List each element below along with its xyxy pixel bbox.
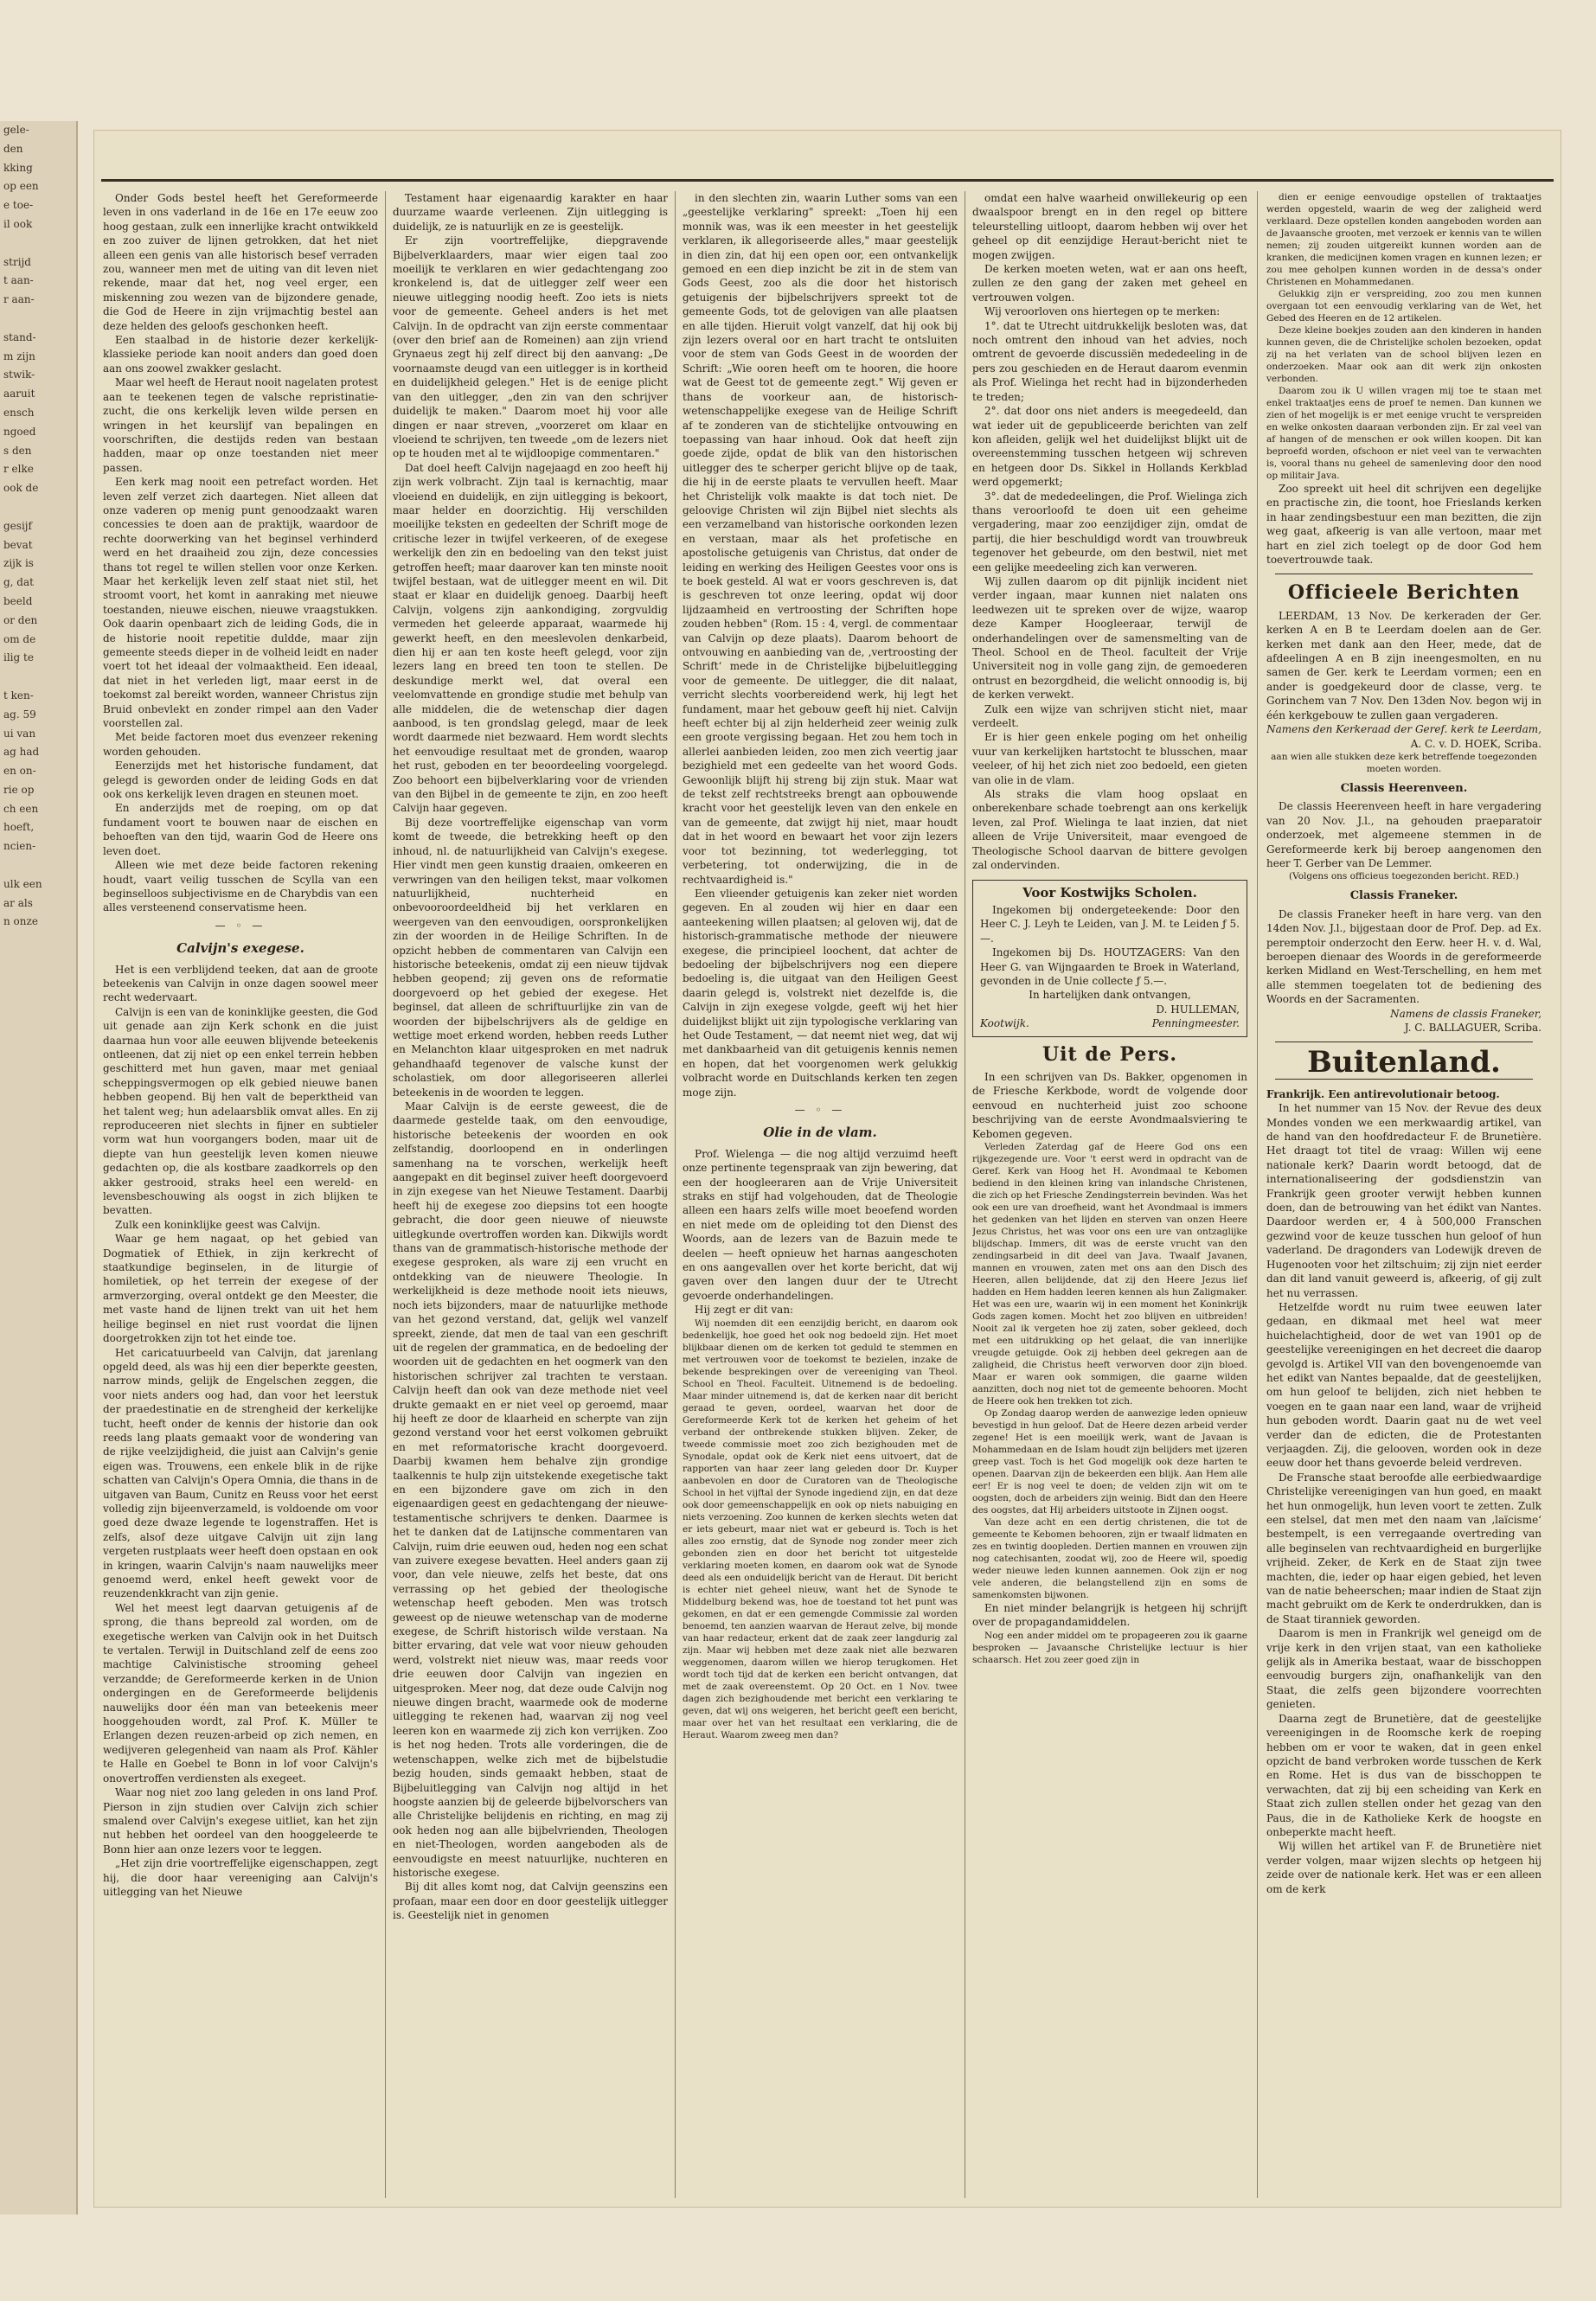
- paragraph: Testament haar eigenaardig karakter en haar duurzame waarde verleenen. Zijn uitlegging is duidelijk, ze is natuurlijk en ze is geestelijk.: [393, 192, 668, 233]
- previous-page-line: om de: [3, 632, 36, 645]
- paragraph: Een kerk mag nooit een petrefact worden. Het leven zelf verzet zich daartegen. Niet alleen dat onze vaderen op menig punt genoodzaakt waren concessies te doen aan de praktijk, waardoor de rechte doorwerking van het beginsel verhinderd werd en het draaiheid zou zijn, deze concessies thans tot regel te willen stellen voor onze Kerken. Maar het kerkelijk leven zelf staat niet stil, het stroomt voort, het komt in aanraking met nieuwe toestanden, nieuwe eischen, nieuwe vraagstukken. Ook daarin openbaart zich de leiding Gods, die in de historie nooit repetitie duldde, maar zijn gemeente steeds dieper in de volheid leidt en nader voert tot het ideaal der volmaaktheid. Een ideaal, dat niet in het verleden ligt, maar eerst in de toekomst zal bereikt worden, wanneer Christus zijn Bruid onbevlekt en zonder rimpel aan den Vader voorstellen zal.: [103, 476, 378, 730]
- previous-page-line: hoeft,: [3, 821, 35, 834]
- previous-page-line: [0, 310, 76, 329]
- signature-place: Kootwijk.: [980, 1017, 1029, 1030]
- column-separator: [385, 191, 386, 2198]
- paragraph: omdat een halve waarheid onwillekeurig op een dwaalspoor brengt en in den regel op bittere teleurstelling uitloopt, daarom hebben wij over het geheel op dit eenzijdige Heraut-bericht niet te mogen zwijgen.: [972, 192, 1247, 261]
- previous-page-line: r elke: [3, 463, 34, 476]
- quoted-passage: Wij noemden dit een eenzijdig bericht, en daarom ook bedenkelijk, hoe goed het ook nog bedoeld zijn. Het moet blijkbaar dienen om de kerken tot geduld te stemmen en met vertrouwen voor de toekomst te bezielen, inzake de bekende besprekingen over de vereeniging van Theol. School en Theol. Faculteit. Uitnemend is de bedoeling. Maar minder uitnemend is, dat de kerken naar dit bericht geraad te geven, oordeel, waarvan het door de Gereformeerde Kerk tot de kerken het geheim of het verband der ontbrekende stukken blijven. Zeker, de tweede commissie moet zoo zich bezighouden met de Synodale, opdat ook de Kerk niet eens uitvoert, dat de rapporten van haar zeer lang geleden door Dr. Kuyper aanbevolen en door de Curatoren van de Theologische School in het vijftal der Synode ingediend zijn, en dat deze ook door gemeenschappelijk en ook op niets nabuiging en niets verzoening. Zoo kunnen de kerken slechts weten dat er iets gebeurt, maar niet wat er gebeurd is. Toch is het alles zoo ernstig, dat de Synode nog zonder meer zich gebonden zien en door het bericht tot uitgestelde verklaring moeten komen, en daarom ook wat de Synode deed als een onduidelijk bericht van de Heraut. Dit bericht is echter niet geheel nieuw, want het de Synode te Middelburg bekend was, hoe de toestand tot het punt was gekomen, en dat er een gemengde Commissie zal worden benoemd, ten aanzien waarvan de Heraut zelve, bij monde van haar redacteur, erkent dat de zaak zeer langdurig zal zijn. Maar wij hebben met deze zaak niet alle bezwaren weggenomen, daarom willen we hierop terugkomen. Het wordt toch tijd dat de kerken een bericht ontvangen, dat met de zaak overeenstemt. Op 20 Oct. en 1 Nov. twee dagen zich bezighoudende met bericht een verklaring te geven, dat wij ons weigeren, het bericht geeft een bericht, maar over het van het resultaat een verklaring, die de Heraut. Waarom zweeg men dan?: [683, 1317, 958, 1740]
- previous-page-line: ch een: [3, 802, 39, 815]
- previous-page-line: ngoed: [3, 425, 36, 438]
- paragraph: Wij willen het artikel van F. de Brunetière niet verder volgen, maar wijzen slechts op hetgeen hij zeide over de nationale kerk. Het was er een alleen om de kerk: [1266, 1840, 1542, 1895]
- previous-page-line: [0, 668, 76, 687]
- paragraph: Eenerzijds met het historische fundament, dat gelegd is geworden onder de leiding Gods en dat ook ons kerkelijk leven dragen en steunen moet.: [103, 760, 378, 801]
- subheading: Classis Heerenveen.: [1340, 781, 1468, 795]
- previous-page-line: t ken-: [3, 689, 34, 702]
- paragraph: Van deze acht en een dertig christenen, die tot de gemeente te Kebomen behooren, zijn er twaalf lidmaten en zes en twintig doopleden. Dertien mannen en vrouwen zijn nog catechisanten, zoodat wij, zoo de Heere wil, spoedig weder nieuwe leden kunnen aannemen. Ook zijn er nog vele anderen, die belangstellend zijn en soms de samenkomsten bijwonen.: [972, 1517, 1247, 1600]
- column-5: [1266, 191, 1542, 2198]
- paragraph: Ingekomen bij Ds. HOUTZAGERS: Van den Heer G. van Wijngaarden te Broek in Waterland, gevonden in de Unie collecte ƒ 5.—.: [980, 946, 1240, 987]
- signature: J. C. BALLAGUER, Scriba.: [1404, 1022, 1542, 1034]
- newspaper-page: [93, 130, 1561, 2208]
- paragraph: Verleden Zaterdag gaf de Heere God ons een rijkgezegende ure. Voor 't eerst werd in opdracht van de Geref. Kerk van Hoog het H. Avondmaal te Kebomen bediend in den kleinen kring van inlandsche Christenen, die zich op het Friesche Zendingsterrein bevinden. Was het ook een ure van droefheid, want het Avondmaal is immers het gedenken van het lijden en sterven van onzen Heere Jezus Christus, het was voor ons een ure van ontzaglijke blijdschap. Immers, dit was de eerste vrucht van den zendingsarbeid in dit deel van Java. Twaalf Javanen, mannen en vrouwen, zaten met ons aan den Disch des Heeren, allen belijdende, dat zij den Heere Jezus lief hadden en Hem hadden leeren kennen als hun Zaligmaker. Het was een ure, waarin wij in een moment het Koninkrijk Gods zagen komen. Mocht het zoo blijven en uitbreiden! Nooit zal ik vergeten hoe zij zaten, sober gekleed, doch met een uitdrukking op het gelaat, die van innerlijke vreugde getuigde. Ook zij hebben deel gekregen aan de zaligheid, die Christus heeft verworven door zijn bloed. Maar er waren ook sommigen, die gaarne wilden aanzitten, doch nog niet tot de gemeente behooren. Mocht de Heere ook hen trekken tot zich.: [972, 1142, 1247, 1407]
- column-4: [972, 191, 1247, 2198]
- subheading: Classis Franeker.: [1349, 889, 1458, 903]
- previous-page-line: [0, 856, 76, 875]
- previous-page-line: [0, 498, 76, 517]
- signature: D. HULLEMAN,: [1156, 1003, 1240, 1016]
- section-divider: — ◦ —: [794, 1104, 846, 1116]
- paragraph: Dat doel heeft Calvijn nagejaagd en zoo heeft hij zijn werk volbracht. Zijn taal is kernachtig, maar vloeiend en duidelijk, en zijn uitlegging is bekoort, maar helder en doorzichtig. Hij verschilden moeilijke teksten en gedeelten der Schrift moge de critische lezer in twijfel verkeeren, of de exegese werkelijk den zin en bedoeling van den tekst juist getroffen heeft; maar daarover kan ten minste nooit twijfel bestaan, wat de uitlegger meent en wil. Dit staat er klaar en duidelijk genoeg. Daarbij heeft Calvijn, volgens zijn aankondiging, zorgvuldig vermeden het geleerde apparaat, waarmede hij gewerkt heeft, en den meeslevolen denkarbeid, dien hij er aan ten koste heeft gelegd, voor zijn lezers lang en breed ten toon te stellen. De deskundige merkt wel, dat overal een veelomvattende en grondige studie met behulp van alle middelen, die de wetenschap dier dagen aanbood, is ten grondslag gelegd, maar de leek wordt daarmede niet bezwaard. Hem wordt slechts het eenvoudige resultaat met de gronden, waarop het rust, geboden en ter beoordeeling voorgelegd. Zoo behoort een bijbelverklaring voor de vrienden van den Bijbel in de gemeente te zijn, en zoo heeft Calvijn haar gegeven.: [393, 461, 668, 815]
- paragraph: In hartelijken dank ontvangen,: [1029, 989, 1191, 1002]
- section-divider: — ◦ —: [215, 919, 266, 932]
- paragraph: dien er eenige eenvoudige opstellen of traktaatjes werden opgesteld, waarin de weg der zaligheid werd verklaard. Deze opstellen konden aangeboden worden aan de Javaansche grooten, met verzoek er kennis van te willen nemen; zij zouden uitgereikt kunnen worden aan de kranken, die medicijnen komen vragen en kunnen lezen; er zou mee geholpen kunnen worden in de dessa's onder Christenen en Mohammedanen.: [1266, 192, 1542, 287]
- previous-page-line: aaruit: [3, 388, 35, 401]
- paragraph: Waar nog niet zoo lang geleden in ons land Prof. Pierson in zijn studien over Calvijn zich schier smalend over Calvijn's exegese uitliet, kan het zijn nut hebben het oordeel van den hooggeleerde te Bonn hier aan onze lezers voor te leggen.: [103, 1786, 378, 1856]
- column-1: [103, 191, 378, 2198]
- columns: [103, 191, 1552, 2198]
- previous-page-edge: [0, 121, 78, 2214]
- previous-page-line: strijd: [3, 255, 31, 268]
- paragraph: Bij dit alles komt nog, dat Calvijn geenszins een profaan, maar een door en door geestelijk uitlegger is. Geestelijk niet in genomen: [393, 1881, 668, 1922]
- paragraph: Wij veroorloven ons hiertegen op te merken:: [984, 305, 1221, 318]
- top-rule: [101, 179, 1554, 182]
- paragraph: Er zijn voortreffelijke, diepgravende Bijbelverklaarders, maar wier eigen taal zoo moeilijk te verklaren en wier gedachtengang zoo kronkelend is, dat de uitlegger zelf weer een nieuwe uitlegging noodig heeft. Zoo iets is niets voor de gemeente. Geheel anders is het met Calvijn. In de opdracht van zijn eerste commentaar (over den brief aan de Romeinen) aan zijn vriend Grynaeus zegt hij zelf direct bij den aanvang: „De voornaamste deugd van een uitlegger is in kortheid en duidelijkheid gelegen." Het is de eenige plicht van den uitlegger, „den zin van den schrijver duidelijk te maken." Daarom moet hij voor alle dingen er naar streven, „voorzeret om klaar en vloeiend te schrijven, ten tweede „om de lezers niet op te houden met al te wijdloopige commentaren.": [393, 234, 668, 460]
- paragraph: Daarna zegt de Brunetière, dat de geestelijke vereenigingen in de Roomsche kerk de roeping hebben om er voor te waken, dat in geen enkel opzicht de band verbroken worde tusschen de Kerk en Rome. Het is dus van de bisschoppen te verwachten, dat zij bij een scheiding van Kerk en Staat zich zullen stellen onder het gezag van den Paus, die in de Katholieke Kerk de hoogste en onbeperkte macht heeft.: [1266, 1712, 1542, 1838]
- paragraph: Met beide factoren moet dus evenzeer rekening worden gehouden.: [103, 731, 378, 758]
- previous-page-line: [0, 234, 76, 253]
- column-3: [683, 191, 958, 2198]
- paragraph: Deze kleine boekjes zouden aan den kinderen in handen kunnen geven, die de Christelijke scholen bezoeken, opdat zij na het verlaten van de school blijven lezen en onderzoeken. Maar ook aan dit werk zijn onkosten verbonden.: [1266, 325, 1542, 384]
- paragraph: Zoo spreekt uit heel dit schrijven een degelijke en practische zin, die toont, hoe Frieslands kerken in haar zendingsbestuur een man bezitten, die zijn weg gaat, afkeerig is van alle vertoon, maar met hart en ziel zich toelegt op de door God hem toevertrouwde taak.: [1266, 483, 1542, 567]
- previous-page-line: m zijn: [3, 349, 35, 362]
- previous-page-line: ensch: [3, 406, 35, 419]
- paragraph: LEERDAM, 13 Nov. De kerkeraden der Ger. kerken A en B te Leerdam doelen aan de Ger. kerken met dank aan den Heer, mede, dat de afdeelingen A en B zijn ineengesmolten, en nu samen de Ger. kerk te Leerdam vormen; een en ander is goedgekeurd door de classe, verg. te Gorinchem van 7 Nov. Den 13den Nov. begon wij in één kerkgebouw te zullen gaan vergaderen.: [1266, 609, 1542, 721]
- article-heading: Frankrijk. Een antirevolutionair betoog.: [1266, 1087, 1500, 1100]
- paragraph: Nog een ander middel om te propageeren zou ik gaarne besproken — Javaansche Christelijke lectuur is hier schaarsch. Het zou zeer goed zijn in: [972, 1630, 1247, 1665]
- previous-page-line: s den: [3, 444, 32, 457]
- previous-page-line: t aan-: [3, 274, 34, 287]
- previous-page-line: ar als: [3, 896, 33, 909]
- paragraph: Zulk een koninklijke geest was Calvijn.: [115, 1218, 321, 1231]
- previous-page-fragments: [0, 121, 76, 932]
- previous-page-line: op een: [3, 180, 39, 193]
- paragraph: In een schrijven van Ds. Bakker, opgenomen in de Friesche Kerkbode, wordt de volgende door eenvoud en nuchterheid juist zoo schoone beschrijving van de eerste Avondmaalsviering te Kebomen gegeven.: [972, 1070, 1247, 1140]
- section-rule: [1275, 574, 1533, 575]
- paragraph: Gelukkig zijn er verspreiding, zoo zou men kunnen overgaan tot een eenvoudig verklaring van de Wet, het Gebed des Heeren en de 12 artikelen.: [1266, 289, 1542, 324]
- previous-page-line: stwik-: [3, 369, 35, 381]
- paragraph: En niet minder belangrijk is hetgeen hij schrijft over de propagandamiddelen.: [972, 1602, 1247, 1629]
- paragraph: Een staalbad in de historie dezer kerkelijk-klassieke periode kan nooit anders dan goed doen aan ons zoowel zwakker geslacht.: [103, 334, 378, 375]
- paragraph: De classis Franeker heeft in hare verg. van den 14den Nov. J.l., bijgestaan door de Prof. Dep. ad Ex. peremptoir onderzocht den Eerw. heer H. v. d. Wal, beroepen dienaar des Woords in de gereformeerde kerken Midland en West-Terschelling, en hem met alle stemmen toegelaten tot de bediening des Woords en der Sacramenten.: [1266, 907, 1542, 1006]
- previous-page-line: rie op: [3, 783, 35, 796]
- previous-page-line: ulk een: [3, 877, 42, 890]
- previous-page-line: ilig te: [3, 651, 34, 664]
- donations-box: [972, 880, 1247, 1037]
- previous-page-line: den: [3, 142, 23, 155]
- previous-page-line: ook de: [3, 482, 39, 495]
- paragraph: Daarom is men in Frankrijk wel geneigd om de vrije kerk in den vrijen staat, van een katholieke gelijk als in Amerika bestaat, waar de bisschoppen eenvoudig burgers zijn, onafhankelijk van den Staat, die zelfs geen bijzondere voorrechten genieten.: [1266, 1627, 1542, 1711]
- previous-page-line: en on-: [3, 765, 36, 778]
- signature: A. C. v. D. HOEK, Scriba.: [1410, 737, 1542, 750]
- previous-page-line: gele-: [3, 124, 29, 136]
- paragraph: Bij deze voortreffelijke eigenschap van vorm komt de tweede, die betrekking heeft op den inhoud, nl. de natuurlijkheid van Calvijn's exegese. Hier vindt men geen kunstig draaien, omkeeren en verwringen van den heiligen tekst, maar volkomen natuurlijkheid, nuchterheid en onbevooroordeeldheid bij het verklaren en weergeven van den eenvoudigen, oorspronkelijken zin der woorden in de Heilige Schriften. In de opzicht hebben de commentaren van Calvijn een historische beteekenis, omdat zij een nieuw tijdvak hebben geopend; zij geven ons de reformatie doorgevoerd op het gebied der exegese. Het beginsel, dat alleen de schriftuurlijke zin van de woorden der bijbelschrijvers als de geldige en wettige moet erkend worden, hebben reeds Luther en Melanchton klaar uitgesproken en met nadruk gehandhaafd tegenover de valsche kunst der scholastiek, om door allegoriseeren allerlei beteekenis in de woorden te leggen.: [393, 816, 668, 1099]
- previous-page-line: ncien-: [3, 840, 36, 853]
- paragraph: Het caricatuurbeeld van Calvijn, dat jarenlang opgeld deed, als was hij een dier beperkte geesten, narrow minds, gelijk de Engelschen zeggen, die voor niets anders oog had, dan voor het leerstuk der praedestinatie en de strengheid der kerkelijke tucht, heeft onder de kennis der historie dan ook reeds lang plaats gemaakt voor de wondering van de rijke veelzijdigheid, die juist aan Calvijn's genie eigen was. Trouwens, een enkele blik in de rijke schatten van Calvijn's Opera Omnia, die thans in de uitgaven van Baum, Cunitz en Reuss voor het eerst volledig zijn bijeenverzameld, is voldoende om voor goed deze dwaze legende te logenstraffen. Het is zelfs, alsof deze uitgave Calvijn uit zijn lang vergeten rustplaats weer heeft doen opstaan en ook in kringen, waarin Calvijn's naam nauwelijks meer genoemd werd, enkel heeft gewekt voor de reuzendenkkracht van zijn genie.: [103, 1346, 378, 1600]
- previous-page-line: n onze: [3, 915, 38, 928]
- column-separator: [675, 191, 676, 2198]
- paragraph: Onder Gods bestel heeft het Gereformeerde leven in ons vaderland in de 16e en 17e eeuw zoo hoog gestaan, zulk een innerlijke kracht ontwikkeld en zoo zuiver de lijnen getrokken, dat het niet alleen een genis van alle historisch besef verraden zou, wanneer men met de uiting van dit leven niet rekende, maar dat het, nog veel erger, een miskenning zou wezen van de bijzondere genade, die God de Heere in zijn vrijmachtig bestel aan deze helden des geloofs geschonken heeft.: [103, 192, 378, 332]
- note: (Volgens ons officieus toegezonden bericht. RED.): [1289, 871, 1519, 882]
- article-heading: Olie in de vlam.: [763, 1125, 877, 1141]
- previous-page-line: r aan-: [3, 293, 35, 306]
- paragraph: Waar ge hem nagaat, op het gebied van Dogmatiek of Ethiek, in zijn kerkrecht of staatkundige beginselen, in de liturgie of homiletiek, op het terrein der exegese of der armverzorging, overal ontdekt ge den Meester, die met vaste hand de lijnen trekt van uit het hem heilige beginsel en niet rust voordat die lijnen doorgetrokken zijn tot het einde toe.: [103, 1233, 378, 1345]
- paragraph: Calvijn is een van de koninklijke geesten, die God uit genade aan zijn Kerk schonk en die juist daarnaa hun voor alle eeuwen blijvende beteekenis ontleenen, dat zij niet op een enkel terrein hebben geschitterd met hun gaven, maar met geniaal scheppingsvermogen op elk gebied nieuwe banen hebben geopend. Bij hen valt de beperktheid van het talent weg; hun adelaarsblik omvat alles. En zij reproduceeren niet slechts in fijner en subtieler vorm wat hun voorgangers boden, maar uit de diepte van hun geestelijk leven komen nieuwe gedachten op, die als kostbare zaadkorrels op den akker gestrooid, straks heel een wereld- en levensbeschouwing als oogst in zich blijken te bevatten.: [103, 1005, 378, 1217]
- paragraph: 2°. dat door ons niet anders is meegedeeld, dan wat ieder uit de gepubliceerde berichten van zelf kon afleiden, gelijk wel het duidelijkst blijkt uit de overeenstemming tusschen hetgeen wij schreven en hetgeen door Ds. Sikkel in Hollands Kerkblad werd opgemerkt;: [972, 405, 1247, 489]
- paragraph: Er is hier geen enkele poging om het onheilig vuur van kerkelijken hartstocht te blusschen, maar veeleer, of hij het zich niet zoo bedoeld, een gieten van olie in de vlam.: [972, 731, 1247, 786]
- paragraph: in den slechten zin, waarin Luther soms van een „geestelijke verklaring" spreekt: „Toen hij een monnik was, was ik een meester in het geestelijk verklaren, ik allegoriseerde alles," maar geestelijk in dien zin, dat hij een open oor, een ontvankelijk gemoed en een diep inzicht be zit in de stem van Gods Geest, zoo als die door het historisch getuigenis der bijbelschrijvers spreekt tot de gemeente Gods, tot de gelovigen van alle plaatsen en alle tijden. Hieruit volgt vanzelf, dat hij ook bij zijn lezers overal oor en hart tracht te ontsluiten voor de stem van Gods Geest in de woorden der Schrift: „Wie ooren heeft om te hooren, die hoore wat de Geest tot de gemeente zegt." Wij geven er thans de voorkeur aan, de historisch-wetenschappelijke exegese van de Heilige Schrift af te zonderen van de stichtelijke ontvouwing en toepassing van haar inhoud. Ook dat heeft zijn goede zijde, opdat de blik van den historischen uitlegger des te scherper gericht blijve op de taak, die hij in de eerste plaats te vervullen heeft. Maar het Christelijk volk maakte is dat toch niet. De geloovige Christen wil zijn Bijbel niet slechts als een verzamelband van historische oorkonden lezen en verstaan, maar als het profetische en apostolische getuigenis van Christus, dat onder de leiding en werking des Heiligen Geestes voor ons is te boek gesteld. Al wat er voors geschreven is, dat is geschreven tot onze leering, opdat wij door lijdzaamheid en vertroosting der Schriften hope zouden hebben" (Rom. 15 : 4, vergl. de commentaar van Calvijn op deze plaats). Daarom behoort de ontvouwing en aanbieding van de, ‚vertroosting der Schrift‘ mede in de Christelijke bijbeluitlegging voor de gemeente. De uitlegger, die dit nalaat, verricht slechts voorbereidend werk, hij legt het fundament, maar het gebouw geeft hij niet. Calvijn heeft echter bij al zijn helderheid zeer weinig zulk een groote vergissing begaan. Het zou hem toch in allerlei aanbieden leiden, zoo men zich veertig jaar bezighield met een gedeelte van het woord Gods. Gewoonlijk blijft hij streng bij zijn stuk. Maar wat de tekst zelf rechtstreeks brengt aan opbouwende kracht voor het geestelijk leven van den enkele en van de gemeente, dat zwijgt hij niet, maar houdt dat in het woord en bewaart het voor zijn lezers voor tot bezinning, tot wederlegging, tot verbetering, tot onderwijzing, die in de rechtvaardigheid is.": [683, 192, 958, 886]
- paragraph: Het is een verblijdend teeken, dat aan de groote beteekenis van Calvijn in onze dagen soowel meer recht wedervaart.: [103, 963, 378, 1004]
- paragraph: Prof. Wielenga — die nog altijd verzuimd heeft onze pertinente tegenspraak van zijn bewering, dat een der hoogleeraren aan de Vrije Universiteit straks en stijf had volgehouden, dat de Theologie alleen een haars zelfs wille moet beoefend worden en niet mede om de opleiding tot den Dienst des Woords, aan de lezers van de Bazuin mede te deelen — heeft opnieuw het harnas aangeschoten en ons aangevallen over het korte bericht, dat wij gaven over den langen duur der te Utrecht gevoerde onderhandelingen.: [683, 1147, 958, 1302]
- paragraph: „Het zijn drie voortreffelijke eigenschappen, zegt hij, die door haar vereeniging aan Calvijn's uitlegging van het Nieuwe: [103, 1857, 378, 1898]
- previous-page-line: gesijf: [3, 519, 32, 532]
- paragraph: 1°. dat te Utrecht uitdrukkelijk besloten was, dat noch omtrent den inhoud van het advies, noch omtrent de gevoerde discussiën mededeeling in de pers zou geschieden en de Heraut daarom evenmin als Prof. Wielinga het recht had in bijzonderheden te treden;: [972, 319, 1247, 403]
- previous-page-line: e toe-: [3, 199, 34, 212]
- previous-page-line: kking: [3, 161, 33, 174]
- paragraph: Hetzelfde wordt nu ruim twee eeuwen later gedaan, en dikmaal met heel wat meer huichelachtigheid, door de wet van 1901 op de geestelijke vereenigingen en het decreet die daarop gevolgd is. Artikel VII van den bovengenoemde van het edikt van Nantes bepaalde, dat de geestelijken, om hun geloof te belijden, zich niet hebben te voegen en te gaan naar een land, waar de vrijheid hun geboden wordt. Daarin gaat nu de wet veel verder dan de edicten, die de Protestanten verjaagden. Zij, die gelooven, worden ook in deze eeuw door het thans gevoerde beleid verdreven.: [1266, 1300, 1542, 1470]
- paragraph: En anderzijds met de roeping, om op dat fundament voort te bouwen naar de eischen en behoeften van den tijd, waarin God de Heere ons leven doet.: [103, 802, 378, 857]
- previous-page-line: ui van: [3, 727, 36, 740]
- section-heading: Officieele Berichten: [1287, 581, 1521, 605]
- article-heading: Calvijn's exegese.: [176, 940, 304, 957]
- signature: Namens de classis Franeker,: [1390, 1007, 1542, 1020]
- paragraph: 3°. dat de mededeelingen, die Prof. Wielinga zich thans veroorloofd te doen uit een geheime vergadering, maar zoo eenzijdiger zijn, omdat de partij, die hier beschuldigd wordt van trouwbreuk tegenover het gebeurde, om den bestwil, niet met een gelijke meedeeling zich kan verweren.: [972, 490, 1247, 574]
- paragraph: Als straks die vlam hoog opslaat en onberekenbare schade toebrengt aan ons kerkelijk leven, zal Prof. Wielinga te laat inzien, dat niet alleen de Vrije Universiteit, maar evengoed de Theologische School daarvan de bittere gevolgen zal ondervinden.: [972, 788, 1247, 872]
- paragraph: Wij zullen daarom op dit pijnlijk incident niet verder ingaan, maar kunnen niet nalaten ons leedwezen uit te spreken over de wijze, waarop deze Kamper Hoogleeraar, terwijl de onderhandelingen over de samensmelting van de Theol. School en de Theol. faculteit der Vrije Universiteit nog in volle gang zijn, de gemoederen ontrust en bezorgdheid, die welicht onnoodig is, bij de kerken verwekt.: [972, 574, 1247, 702]
- paragraph: Zulk een wijze van schrijven sticht niet, maar verdeelt.: [972, 702, 1247, 730]
- previous-page-line: ag. 59: [3, 708, 36, 721]
- section-rule: [1275, 1042, 1533, 1043]
- previous-page-line: il ook: [3, 217, 33, 230]
- previous-page-line: ag had: [3, 746, 40, 759]
- column-separator: [1257, 191, 1258, 2198]
- section-heading: Buitenland.: [1307, 1045, 1501, 1080]
- paragraph: Hij zegt er dit van:: [695, 1304, 794, 1317]
- paragraph: Een vlieender getuigenis kan zeker niet worden gegeven. En al zouden wij hier en daar een aanteekening willen plaatsen; al geloven wij, dat de historisch-grammatische methode der nieuwere exegese, die principieel loochent, dat achter de bedoeling der bijbelschrijvers nog een diepere bedoeling is, die uitgaat van den Heiligen Geest daarin gelegd is, volstrekt niet dezelfde is, die Calvijn in zijn exegese volgde, geeft wij het hier duidelijkst blijkt uit zijn typologische verklaring van het Oude Testament, — dat neemt niet weg, dat wij met dankbaarheid van dit getuigenis kennis nemen en hopen, dat het voorgenomen werk gelukkig volbracht worde en Duitschlands kerken ten zegen moge zijn.: [683, 887, 958, 1099]
- previous-page-line: beeld: [3, 594, 33, 607]
- donations-title: Voor Kostwijks Scholen.: [1022, 884, 1197, 901]
- note: aan wien alle stukken deze kerk betreffende toegezonden moeten worden.: [1271, 751, 1537, 774]
- paragraph: Maar wel heeft de Heraut nooit nagelaten protest aan te teekenen tegen de valsche repristinatie-zucht, die ons kerkelijk leven wilde persen en wringen in het keurslijf van bepalingen en voorschriften, die destijds reden van bestaan hadden, maar op onze toestanden niet meer passen.: [103, 376, 378, 474]
- paragraph: De kerken moeten weten, wat er aan ons heeft, zullen ze den gang der zaken met geheel en vertrouwen volgen.: [972, 263, 1247, 304]
- column-2: [393, 191, 668, 2198]
- paragraph: Ingekomen bij ondergeteekende: Door den Heer C. J. Leyh te Leiden, van J. M. te Leiden ƒ 5.—.: [980, 903, 1240, 945]
- section-heading: Uit de Pers.: [1042, 1042, 1177, 1066]
- paragraph: Op Zondag daarop werden de aanwezige leden opnieuw bevestigd in hun geloof. Dat de Heere dezen arbeid verder zegene! Het is een moeilijk werk, want de Javaan is Mohammedaan en de Islam houdt zijn belijders met ijzeren greep vast. Toch is het God mogelijk ook deze harten te openen. Daarvan zijn de bekeerden een blijk. Aan Hem alle eer! Er is nog veel te doen; de velden zijn wit om te oogsten, doch de arbeiders zijn weinig. Bidt dan den Heere des oogstes, dat Hij arbeiders uitstoote in Zijnen oogst.: [972, 1408, 1247, 1516]
- paragraph: Maar Calvijn is de eerste geweest, die de daarmede gestelde taak, om den eenvoudige, historische beteekenis der woorden en ook zelfstandig, doorloopend en in onderlingen samenhang na te vorschen, werkelijk heeft aangepakt en dit beginsel zuiver heeft doorgevoerd in zijn exegese van het Nieuwe Testament. Daarbij heeft hij de exegese zoo diepsins tot een hoogte gebracht, die door geen nieuwe of nieuwste uitlegkunde overtroffen worden kan. Dikwijls wordt thans van de grammatisch-historische methode der exegese gesproken, als ware zij een vrucht en ontdekking van de nieuwere Theologie. In werkelijkheid is deze methode nooit iets nieuws, noch iets bijzonders, maar de natuurlijke methode van het gezond verstand, dat, gelijk wel vanzelf spreekt, ziende, dat men de taal van een geschrift uit de regelen der grammatica, en de bedoeling der woorden uit de gedachten en het oogmerk van den historischen schrijver zal trachten te verstaan. Calvijn heeft dan ook van deze methode niet veel drukte gemaakt en er niet veel op geroemd, maar hij heeft ze door de klaarheid en scherpte van zijn gezond verstand voor het eerst volkomen gebruikt en met reformatorische kracht doorgevoerd. Daarbij kwamen hem behalve zijn grondige taalkennis te hulp zijn uitstekende exegetische takt en een bijzondere gave om zich in den eigenaardigen geest en gedachtengang der nieuwe-testamentische schrijvers te denken. Daarmee is het te danken dat de Latijnsche commentaren van Calvijn, ruim drie eeuwen oud, heden nog een schat van zuivere exegese bevatten. Heel anders gaan zij voor, dan vele nieuwe, zelfs het beste, dat ons verrassing op het gebied der theologische wetenschap heeft geboden. Men was trotsch geweest op de nieuwe wetenschap van de moderne exegese, de Schrift historisch wilde verstaan. Na bitter ervaring, dat vele wat voor nieuw gehouden werd, volstrekt niet nieuw was, maar reeds voor drie eeuwen door Calvijn van ingezien en uitgesproken. Meer nog, dat deze oude Calvijn nog nieuwe dingen bracht, waarmede ook de moderne uitlegging te rekenen had, waarvan zij nog veel leeren kon en waarmede zij zich kon verrijken. Zoo is het nog heden. Trots alle vorderingen, die de wetenschappen, welke zich met de bijbelstudie bezig houden, sinds gemaakt hebben, staat de Bijbeluitlegging van Calvijn nog altijd in het hoogste aanzien bij de geleerde bijbelvorschers van alle Christelijke belijdenis en richting, en mag zij ook heden nog aan alle bijbelvrienden, Theologen en niet-Theologen, worden aangeboden als de eenvoudigste en meest natuurlijke, nuchteren en historische exegese.: [393, 1100, 668, 1879]
- signature-role: [980, 1016, 1240, 1030]
- previous-page-line: g, dat: [3, 576, 34, 589]
- previous-page-line: zijk is: [3, 557, 34, 570]
- previous-page-line: or den: [3, 613, 38, 626]
- signature: Namens den Kerkeraad der Geref. kerk te Leerdam,: [1266, 723, 1542, 736]
- previous-page-line: stand-: [3, 330, 36, 343]
- paragraph: Alleen wie met deze beide factoren rekening houdt, vaart veilig tusschen de Scylla van een beginselloos subjectivisme en de Charybdis van een alles versteenend conservatisme heen.: [103, 859, 378, 914]
- paragraph: In het nummer van 15 Nov. der Revue des deux Mondes vonden we een merkwaardig artikel, van de hand van den hoofdredacteur F. de Brunetière. Het draagt tot titel de vraag: Willen wij eene nationale kerk? Daarin wordt betoogd, dat de internationaliseering der godsdienstzin van Frankrijk geen grooter verwijt hebben kunnen doen, dan de betrouwing van het édikt van Nantes. Daardoor werden er, 4 à 500,000 Franschen gezwind voor de keuze tusschen hun geloof of hun vaderland. De dragonders van Lodewijk dreven de Hugenooten voor het ziltschuim; zij zijn niet eerder dan dit land vanuit geweerd is, afkeerig, of gij zult het nu verrassen.: [1266, 1102, 1542, 1299]
- previous-page-line: bevat: [3, 538, 33, 551]
- paragraph: De classis Heerenveen heeft in hare vergadering van 20 Nov. J.l., na gehouden praeparatoir onderzoek, met algemeene stemmen in de Gereformeerde kerk bij beroep aangenomen den heer T. Gerber van De Lemmer.: [1266, 800, 1542, 869]
- paragraph: De Fransche staat beroofde alle eerbiedwaardige Christelijke vereenigingen van hun goed, en maakt het hun onmogelijk, hun leven voort te zetten. Zulk een stelsel, dat men met den naam van ‚laïcisme‘ bestempelt, is een verregaande overtreding van alle beginselen van rechtvaardigheid en burgerlijke vrijheid. Zeker, de Kerk en de Staat zijn twee machten, die, ieder op haar eigen gebied, het leven van de natie beheerschen; maar indien de Staat zijn macht gebruikt om de Kerk te onderdrukken, dan is de Staat tiranniek geworden.: [1266, 1471, 1542, 1625]
- signature-role-text: Penningmeester.: [1151, 1017, 1240, 1030]
- paragraph: Wel het meest legt daarvan getuigenis af de sprong, die thans bepreold zal worden, om de exegetische werken van Calvijn ook in het Duitsch te vertalen. Terwijl in Duitschland zelf de eens zoo machtige Calvinistische strooming geheel verzandde; de Gereformeerde kerken in de Union ondergingen en de Gereformeerde belijdenis nauwelijks door één man van beteekenis meer hooggehouden wordt, zal Prof. K. Müller te Erlangen dezen reuzen-arbeid op zich nemen, en wedijveren gelegenheid van naam als Prof. Kähler te Halle en Goebel te Bonn in lof voor Calvijn's onovertroffen verdiensten als exegeet.: [103, 1601, 378, 1785]
- paragraph: Daarom zou ik U willen vragen mij toe te staan met enkel traktaatjes eens de proef te nemen. Dan kunnen we zien of het mogelijk is er met eenige vrucht te verspreiden en welke onkosten daaraan verbonden zijn. Er zal veel van af hangen of de menschen er ook willen koopen. Dit kan beproefd worden, ofschoon er niet veel van te verwachten is, vooral thans nu geheel de samenleving door den nood op militair Java.: [1266, 386, 1542, 481]
